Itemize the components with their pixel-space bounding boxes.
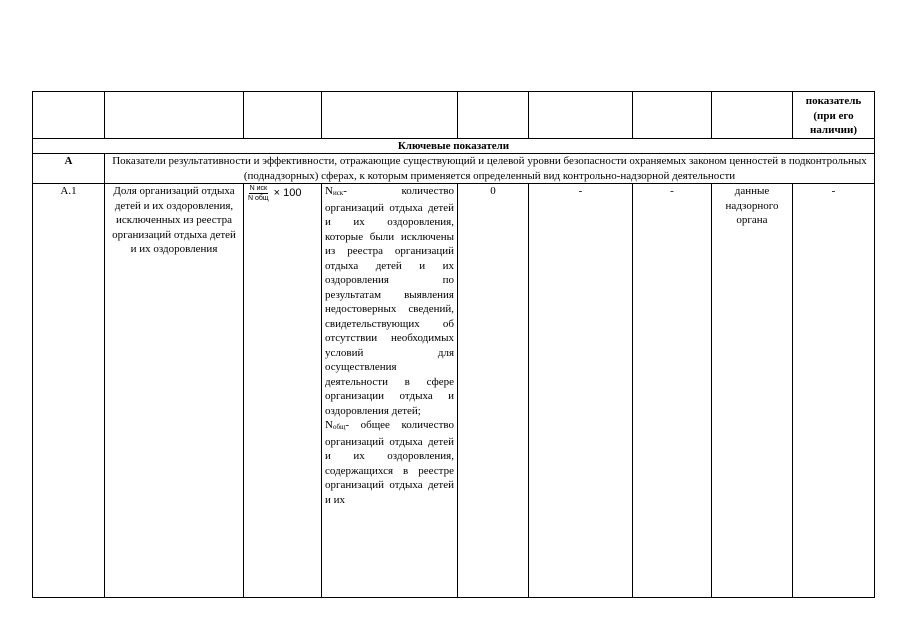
- indicator-source: данные надзорного органа: [712, 184, 793, 598]
- group-code: А: [33, 154, 105, 184]
- symbol-n-obshch-subscript: общ: [332, 423, 346, 431]
- header-cell-1: [33, 92, 105, 139]
- symbol-n-isk-subscript: иск: [332, 189, 344, 197]
- section-title-row: [33, 138, 875, 154]
- indicator-col-5: 0: [458, 184, 529, 598]
- formula: [247, 184, 318, 203]
- indicator-description: [322, 184, 458, 598]
- header-cell-8: [712, 92, 793, 139]
- indicator-col-7: -: [633, 184, 712, 598]
- section-title: Ключевые показатели: [33, 138, 875, 154]
- description-part-2: [325, 418, 454, 507]
- formula-fraction: [247, 184, 270, 203]
- header-last-col-label: показатель (при его наличии): [805, 95, 862, 136]
- description-text-2: - общее количество организаций отдыха детей и их оздоровления, содержащихся в реестре организаций отдыха детей и их: [325, 419, 454, 506]
- description-part-1: [325, 184, 454, 418]
- indicator-code: А.1: [33, 184, 105, 598]
- group-row: [33, 154, 875, 184]
- header-row: [33, 92, 875, 139]
- indicator-col-6: -: [529, 184, 633, 598]
- symbol-n-obshch: N: [325, 419, 333, 431]
- formula-denominator: N общ: [248, 195, 269, 202]
- formula-numerator: N иск: [249, 185, 268, 192]
- header-cell-2: [105, 92, 244, 139]
- indicator-name: Доля организаций отдыха детей и их оздоровления, исключенных из реестра организаций отдыха детей и их оздоровления: [105, 184, 244, 598]
- header-cell-4: [322, 92, 458, 139]
- formula-times-sign: ×: [273, 187, 281, 200]
- indicators-table: [32, 91, 875, 598]
- header-cell-9: [793, 92, 875, 139]
- header-cell-5: [458, 92, 529, 139]
- formula-multiplier: 100: [283, 187, 302, 200]
- indicator-formula: [244, 184, 322, 598]
- header-cell-6: [529, 92, 633, 139]
- description-text-1: - количество организаций отдыха детей и их оздоровления, которые были исключены из реестра организаций отдыха детей и их оздоровления по результатам выявления недостоверных сведений, свидетельствующих об отсутствии необходимых условий для осуществления деятельности в сфере организации отдыха и оздоровления детей;: [325, 185, 454, 417]
- header-cell-7: [633, 92, 712, 139]
- symbol-n-isk: N: [325, 185, 333, 197]
- group-text: Показатели результативности и эффективности, отражающие существующий и целевой уровни безопасности охраняемых законом ценностей в подконтрольных (поднадзорных) сферах, к которым применяется определенный вид контрольно-надзорной деятельности: [105, 154, 875, 184]
- header-cell-3: [244, 92, 322, 139]
- indicator-row: [33, 184, 875, 598]
- indicator-col-9: -: [793, 184, 875, 598]
